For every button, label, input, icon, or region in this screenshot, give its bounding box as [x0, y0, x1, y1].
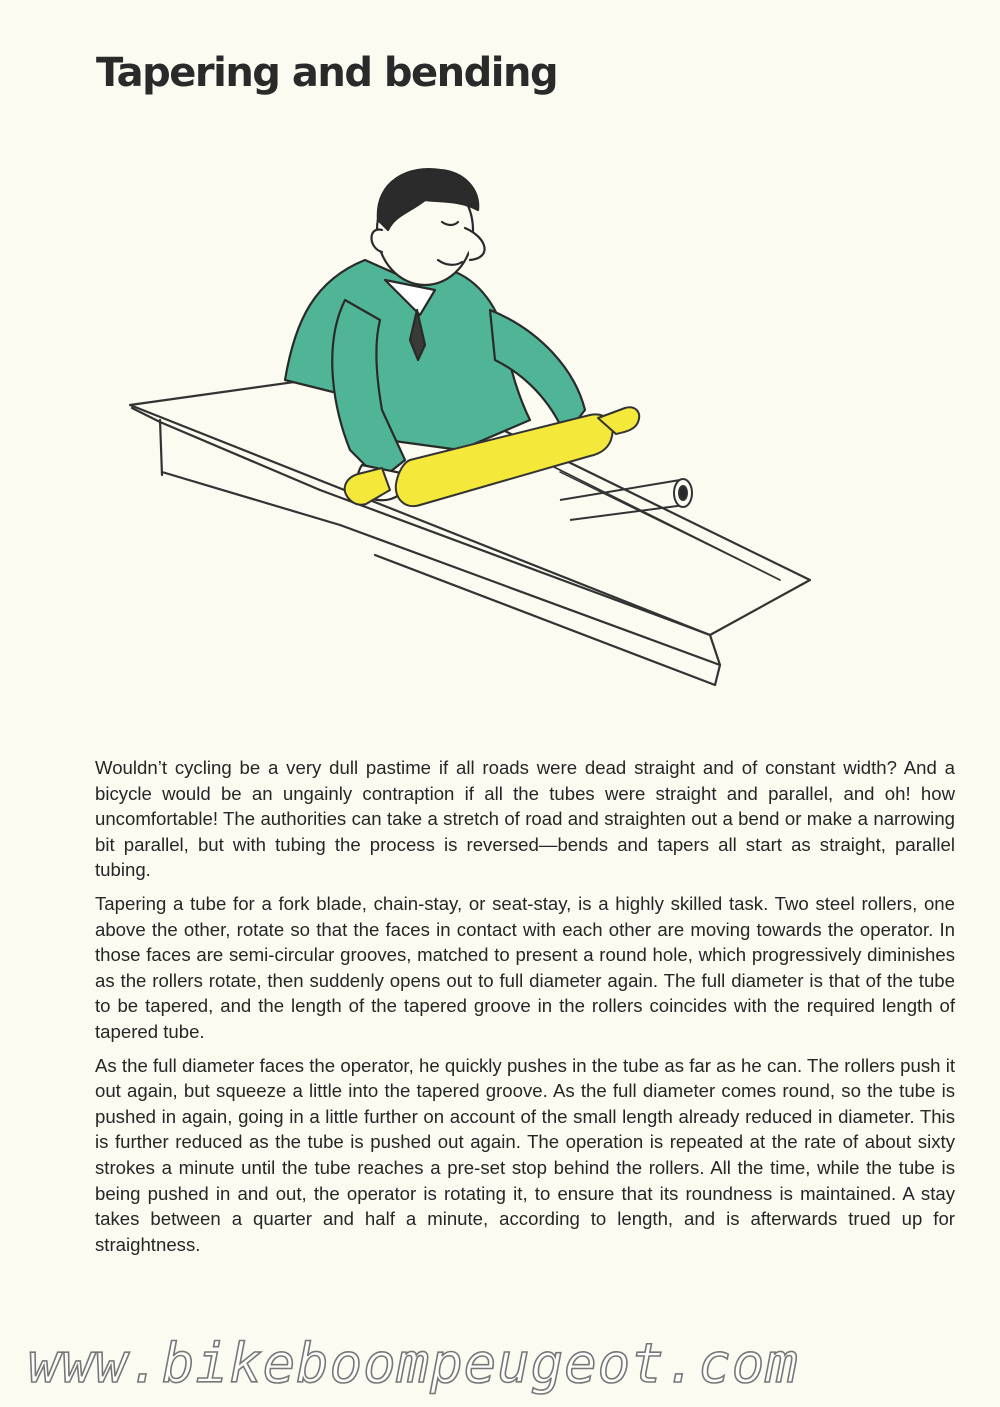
paragraph-2: Tapering a tube for a fork blade, chain-stay, or seat-stay, is a highly skilled task. Two steel rollers, one above the other, rotate so that the faces in contact with each other are moving towards the operator. In those faces are semi-circular grooves, matched to present a round hole, which progressively diminishes as the rollers rotate, then suddenly opens out to full diameter again. The full diameter is that of the tube to be tapered, and the length of the tapered groove in the rollers coincides with the required length of tapered tube. — [95, 892, 955, 1042]
paragraph-1: Wouldn’t cycling be a very dull pastime if all roads were dead straight and of constant width? And a bicycle would be an ungainly contraption if all the tubes were straight and parallel, and oh! how uncomfortable! The authorities can take a stretch of road and straighten out a bend or make a narrowing bit parallel, but with tubing the process is reversed—bends and tapers all start as straight, parallel tubing. — [95, 757, 955, 881]
site-watermark: www.bikeboompeugeot.com — [28, 1332, 799, 1395]
page-title: Tapering and bending — [96, 50, 558, 96]
paragraph-3: As the full diameter faces the operator, he quickly pushes in the tube as far as he can. The rollers push it out again, but squeeze a little into the tapered groove. As the full diameter comes round, so the tube is pushed in again, going in a little further on account of the small length already reduced in diameter. This is further reduced as the tube is pushed out again. The operation is repeated at the rate of about sixty strokes a minute until the tube reaches a pre-set stop behind the rollers. All the time, while the tube is being pushed in and out, the operator is rotating it, to ensure that its roundness is maintained. A stay takes between a quarter and half a minute, according to length, and is afterwards trued up for straightness. — [95, 1054, 955, 1255]
article-body — [95, 755, 955, 1265]
tapering-illustration — [120, 160, 860, 720]
